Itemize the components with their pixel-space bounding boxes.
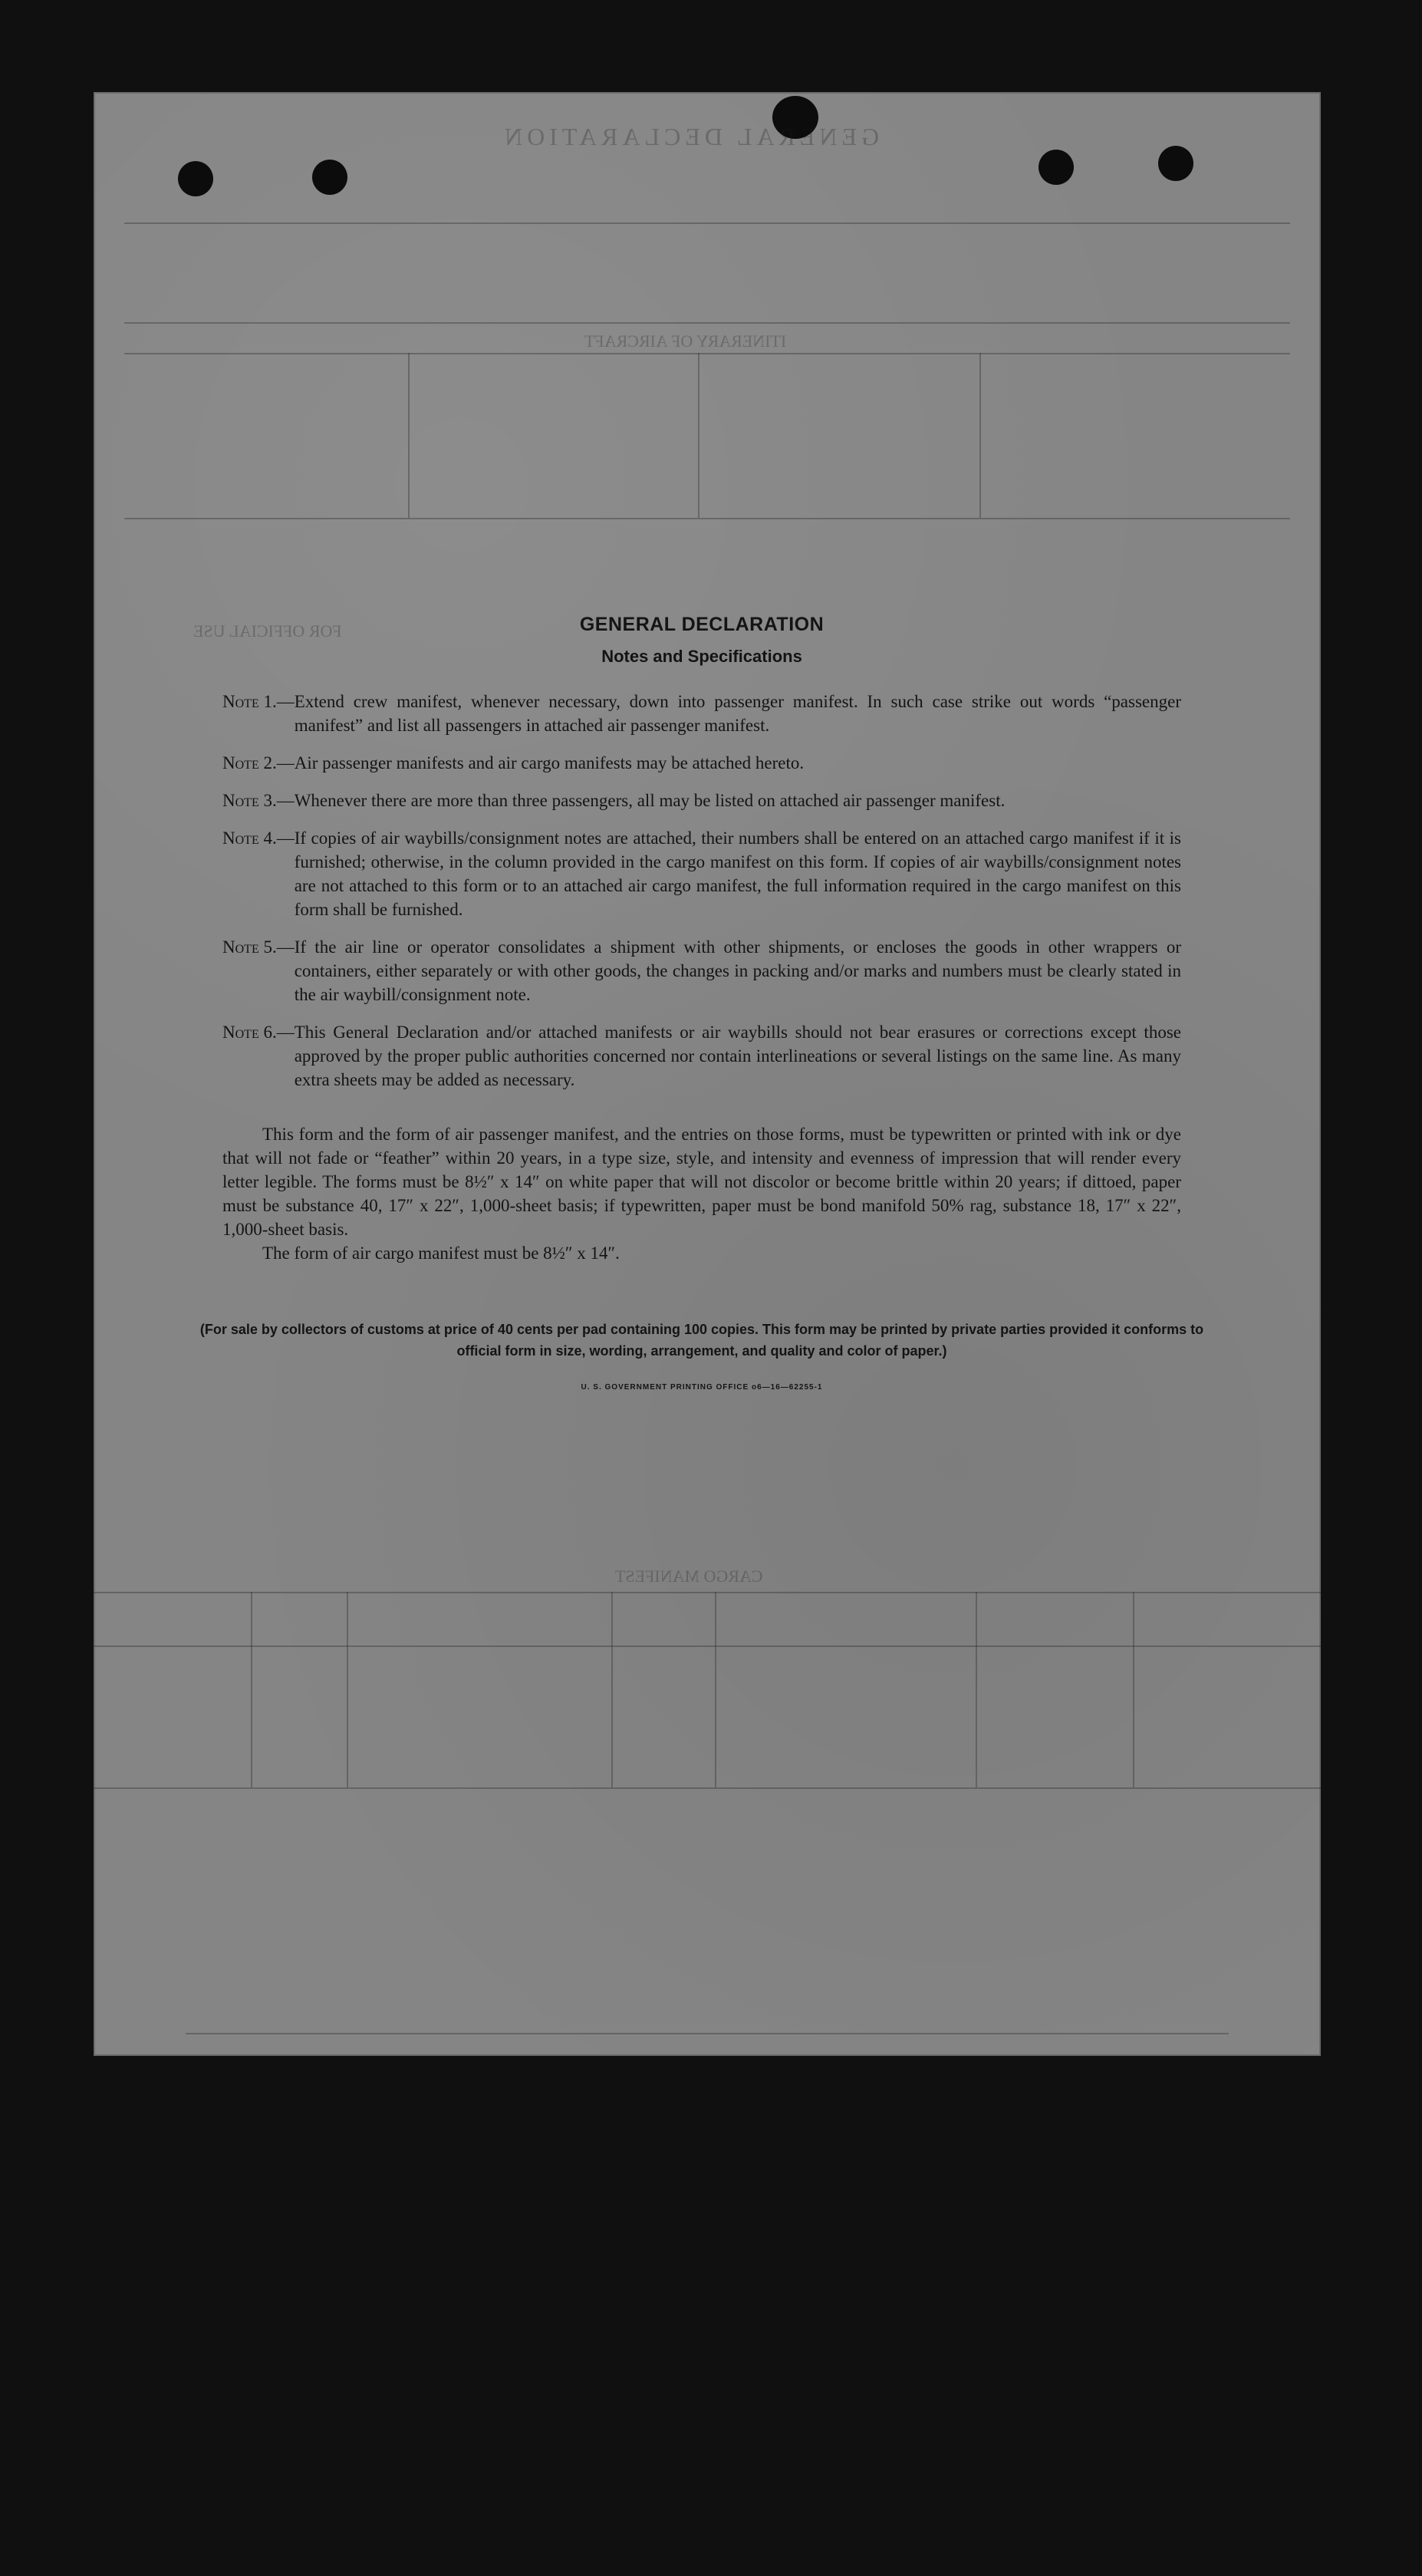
bleed-through-rule [979,353,981,518]
note-text: Extend crew manifest, whenever necessary, down into passenger manifest. In such case strike out words “passenger manifest” and list all passengers in attached air passenger manifest. [294,692,1181,735]
document-subtitle: Notes and Specifications [601,647,802,666]
sale-note: (For sale by collectors of customs at price of 40 cents per pad containing 100 copies. This form may be printed by private parties provided it conforms to official form in size, wording, arrangement, and quality and color of paper.) [199,1322,1204,1359]
note-text: Whenever there are more than three passengers, all may be listed on attached air passenger manifest. [294,791,1006,810]
specification-text: This form and the form of air passenger manifest, and the entries on those forms, must be typewritten or printed with ink or dye that will not fade or “feather” within 20 years, in a type size, style, and intensity and evenness of impression that will render every letter legible. The forms must be 8½″ x 14″ on white paper that will not discolor or become brittle within 20 years; if dittoed, paper must be substance 40, 17″ x 22″, 1,000-sheet basis; if typewritten, paper must be bond manifold 50% rag, substance 18, 17″ x 22″, 1,000-sheet basis. [222,1125,1181,1239]
note-4: Note 4. — If copies of air waybills/consignment notes are attached, their numbers shall be entered on an attached cargo manifest if it is furnished; otherwise, in the column provided in the cargo manifest on this form. If copies of air waybills/consignment notes are not attached to this form or to an attached air cargo manifest, the full information required in the cargo manifest on this form shall be furnished. [222,826,1181,921]
specification-paragraph [222,1122,1181,1265]
punch-hole [1039,150,1074,185]
bleed-through-official-use: FOR OFFICIAL USE [193,621,342,641]
note-2: Note 2. — Air passenger manifests and air cargo manifests may be attached hereto. [222,751,1181,775]
bleed-through-rule [186,2033,1229,2034]
note-label: Note 1. [222,692,277,711]
bleed-through-rule [408,353,410,518]
bleed-through-header: GENERAL DECLARATION [500,123,880,150]
note-label: Note 6. [222,1023,277,1042]
bleed-through-itinerary: ITINERARY OF AIRCRAFT [584,331,787,351]
bleed-through-rule [347,1592,348,1787]
bleed-through-rule [124,353,1290,354]
punch-hole [312,160,347,195]
bleed-through-rule [611,1592,613,1787]
note-text: If copies of air waybills/consignment notes are attached, their numbers shall be entered on an attached cargo manifest if it is furnished; otherwise, in the column provided in the cargo manifest on this form. If copies of air waybills/consignment notes are not attached to this form or to an attached air cargo manifest, the full information required in the cargo manifest on this form shall be furnished. [294,828,1181,919]
bleed-through-rule [976,1592,977,1787]
notes-and-specifications [199,614,1204,1392]
printing-office-imprint: U. S. GOVERNMENT PRINTING OFFICE o6—16—62255-1 [581,1383,823,1392]
note-text: If the air line or operator consolidates a shipment with other shipments, or encloses the goods in other wrappers or containers, either separately or with other goods, the changes in packing and/or marks and numbers must be clearly stated in the air waybill/consignment note. [294,937,1181,1004]
bleed-through-rule [251,1592,252,1787]
bleed-through-rule [124,322,1290,324]
bleed-through-rule [94,1592,1321,1593]
note-5: Note 5. — If the air line or operator consolidates a shipment with other shipments, or encloses the goods in other wrappers or containers, either separately or with other goods, the changes in packing and/or marks and numbers must be clearly stated in the air waybill/consignment note. [222,935,1181,1006]
note-3: Note 3. — Whenever there are more than three passengers, all may be listed on attached air passenger manifest. [222,789,1181,812]
bleed-through-rule [94,1645,1321,1647]
note-text: This General Declaration and/or attached manifests or air waybills should not bear erasures or corrections except those approved by the proper public authorities concerned nor contain interlineations or several listings on the same line. As many extra sheets may be added as necessary. [294,1023,1181,1089]
note-label: Note 4. [222,828,277,848]
bleed-through-rule [698,353,699,518]
bleed-through-rule [124,222,1290,224]
note-label: Note 5. [222,937,277,957]
bleed-through-rule [94,1787,1321,1789]
note-label: Note 3. [222,791,277,810]
note-text: Air passenger manifests and air cargo manifests may be attached hereto. [294,753,805,772]
note-label: Note 2. [222,753,277,772]
bleed-through-cargo: CARGO MANIFEST [615,1566,763,1586]
cargo-form-size-line: The form of air cargo manifest must be 8½″ x 14″. [262,1244,620,1263]
note-1: Note 1. — Extend crew manifest, whenever necessary, down into passenger manifest. In such case strike out words “passenger manifest” and list all passengers in attached air passenger manifest. [222,690,1181,737]
punch-hole [178,161,213,196]
bleed-through-rule [715,1592,716,1787]
document-title: GENERAL DECLARATION [579,614,825,635]
punch-hole [1158,146,1193,181]
bleed-through-rule [124,518,1290,519]
bleed-through-rule [1133,1592,1134,1787]
note-6: Note 6. — This General Declaration and/or attached manifests or air waybills should not bear erasures or corrections except those approved by the proper public authorities concerned nor contain interlineations or several listings on the same line. As many extra sheets may be added as necessary. [222,1020,1181,1092]
